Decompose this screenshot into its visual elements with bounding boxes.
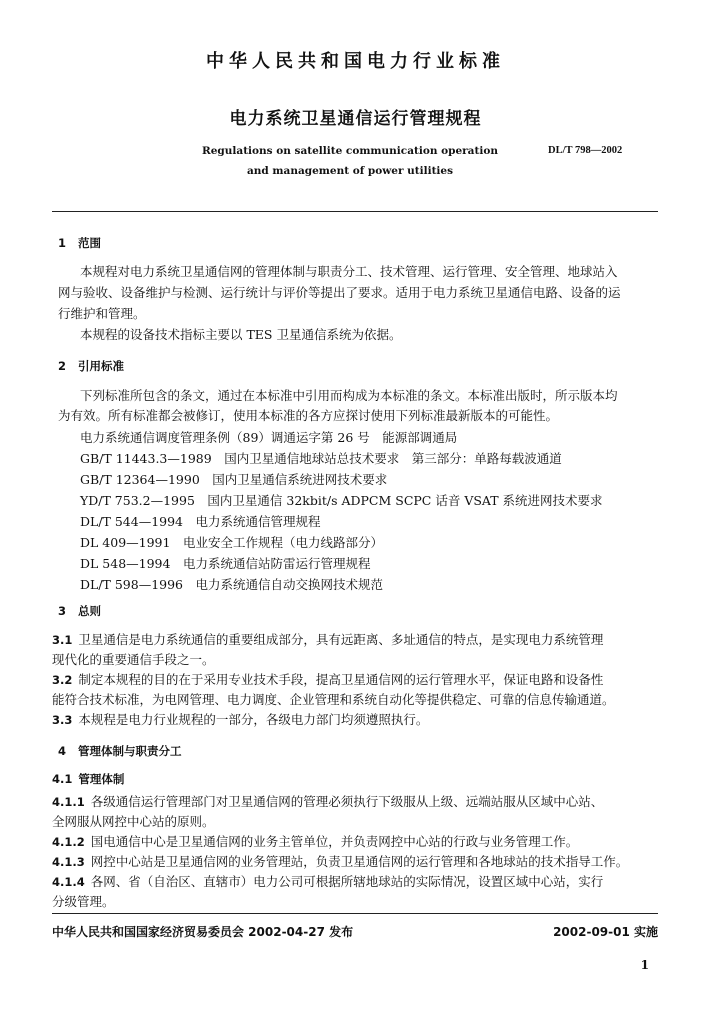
clause-3-3-number: 3.3 [52,713,73,727]
clause-4-1-3-number: 4.1.3 [52,855,85,869]
s2-p1-line2: 为有效。所有标准都会被修订，使用本标准的各方应探讨使用下列标准最新版本的可能性。 [58,408,559,423]
section-4-title: 管理体制与职责分工 [78,744,182,758]
reference-item: GB/T 12364—1990 国内卫星通信系统进网技术要求 [80,472,388,487]
s2-p1-line1: 下列标准所包含的条文，通过在本标准中引用而构成为本标准的条文。本标准出版时，所示版本均 [80,388,618,403]
section-3-number: 3 [58,604,67,618]
document-number: DL/T 798—2002 [548,145,623,156]
section-3-heading [58,603,101,619]
footer-divider [52,913,658,914]
clause-4-1-number: 4.1 [52,772,73,786]
english-title-line1: Regulations on satellite communication operation [202,145,498,157]
section-4-number: 4 [58,744,67,758]
page-number: 1 [640,958,649,972]
clause-3-1-line2: 现代化的重要通信手段之一。 [52,652,215,667]
section-4-heading [58,743,182,759]
reference-item: DL 548—1994 电力系统通信站防雷运行管理规程 [80,556,371,571]
clause-4-1-4-number: 4.1.4 [52,875,85,889]
clause-4-1-2-line1 [52,832,578,853]
s1-p2: 本规程的设备技术指标主要以 TES 卫星通信系统为依据。 [80,327,402,342]
reference-item: GB/T 11443.3—1989 国内卫星通信地球站总技术要求 第三部分：单路每载波通道 [80,451,562,466]
clause-3-1-text: 卫星通信是电力系统通信的重要组成部分，具有远距离、多址通信的特点，是实现电力系统管理 [78,632,604,647]
section-2-heading [58,358,124,374]
clause-4-1-1-number: 4.1.1 [52,795,85,809]
clause-4-1-1-line1 [52,792,603,813]
reference-item: YD/T 753.2—1995 国内卫星通信 32kbit/s ADPCM SCPC 话音 VSAT 系统进网技术要求 [80,493,603,508]
section-2-number: 2 [58,359,67,373]
reference-item: 电力系统通信调度管理条例（89）调通运字第 26 号 能源部调通局 [80,430,458,445]
issued-by: 中华人民共和国国家经济贸易委员会 2002-04-27 发布 [52,925,354,939]
clause-4-1-2-text: 国电通信中心是卫星通信网的业务主管单位，并负责网控中心站的行政与业务管理工作。 [90,834,579,849]
clause-4-1-4-line2: 分级管理。 [52,894,115,909]
clause-4-1-title: 管理体制 [78,772,125,786]
english-title-line2: and management of power utilities [246,165,454,177]
clause-4-1-3-text: 网控中心站是卫星通信网的业务管理站，负责卫星通信网的运行管理和各地球站的技术指导工作。 [90,854,629,869]
section-1-number: 1 [58,236,67,250]
clause-3-1-line1 [52,630,603,651]
s1-p1-line1: 本规程对电力系统卫星通信网的管理体制与职责分工、技术管理、运行管理、安全管理、地球站入 [80,264,618,279]
clause-4-1-4-text: 各网、省（自治区、直辖市）电力公司可根据所辖地球站的实际情况，设置区域中心站，实行 [90,874,604,889]
clause-3-2-line1 [52,670,603,691]
standard-name: 中华人民共和国电力行业标准 [206,51,505,72]
document-title: 电力系统卫星通信运行管理规程 [229,109,482,129]
clause-4-1-1-text: 各级通信运行管理部门对卫星通信网的管理必须执行下级服从上级、远端站服从区域中心站、 [90,794,604,809]
clause-4-1-2-number: 4.1.2 [52,835,85,849]
implementation-date: 2002-09-01 实施 [553,925,658,939]
s1-p1-line3: 行维护和管理。 [58,306,146,321]
clause-3-1-number: 3.1 [52,633,73,647]
clause-3-2-line2: 能符合技术标准，为电网管理、电力调度、企业管理和系统自动化等提供稳定、可靠的信息传输通道。 [52,692,615,707]
clause-4-1-4-line1 [52,872,603,893]
clause-3-3-text: 本规程是电力行业规程的一部分，各级电力部门均须遵照执行。 [78,712,429,727]
clause-3-2-number: 3.2 [52,673,73,687]
s1-p1-line2: 网与验收、设备维护与检测、运行统计与评价等提出了要求。适用于电力系统卫星通信电路、设备的运 [58,285,621,300]
clause-3-3-line1 [52,710,428,731]
clause-4-1-1-line2: 全网服从网控中心站的原则。 [52,814,215,829]
section-3-title: 总则 [78,604,101,618]
clause-3-2-text: 制定本规程的目的在于采用专业技术手段，提高卫星通信网的运行管理水平，保证电路和设备性 [78,672,604,687]
section-1-title: 范围 [78,236,101,250]
header-divider [52,211,658,212]
clause-4-1-heading [52,771,124,787]
section-1-heading [58,235,101,251]
section-2-title: 引用标准 [78,359,124,373]
reference-item: DL 409—1991 电业安全工作规程（电力线路部分） [80,535,383,550]
reference-item: DL/T 598—1996 电力系统通信自动交换网技术规范 [80,577,384,592]
reference-item: DL/T 544—1994 电力系统通信管理规程 [80,514,321,529]
clause-4-1-3-line1 [52,852,628,873]
